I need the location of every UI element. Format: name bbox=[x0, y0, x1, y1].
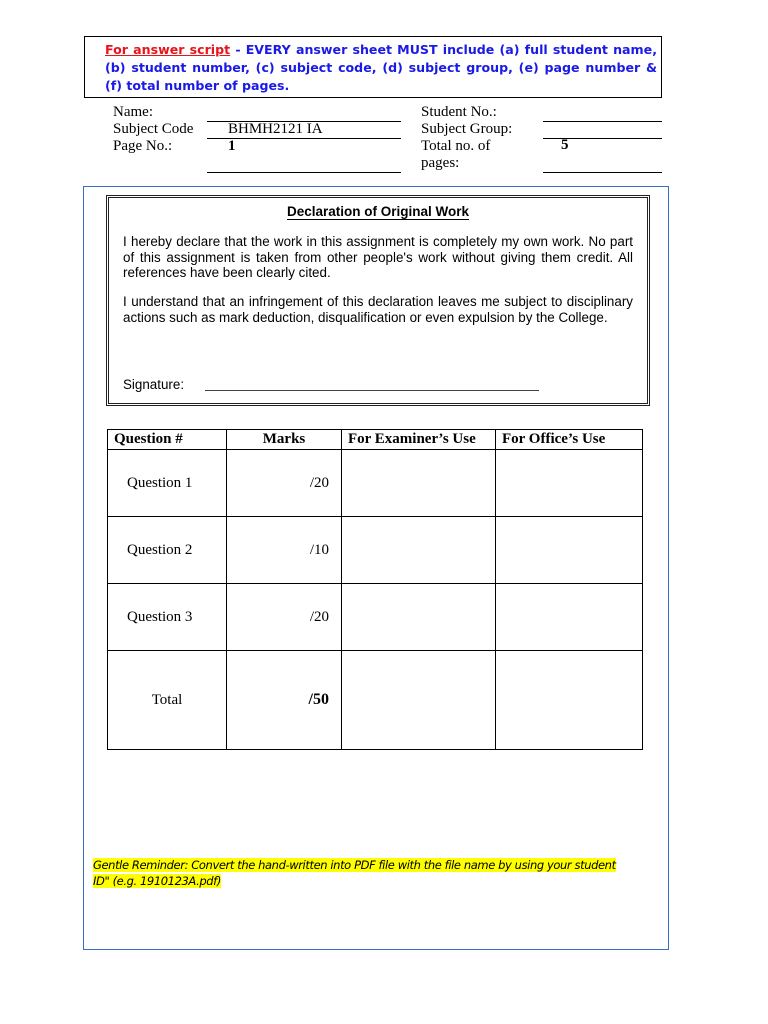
question-cell: Question 1 bbox=[108, 450, 227, 517]
total-label-cell: Total bbox=[108, 651, 227, 750]
office-cell[interactable] bbox=[496, 517, 643, 584]
reminder-line-1: Gentle Reminder: Convert the hand-written into PDF file with the file name by using your student bbox=[93, 858, 616, 872]
subject-group-label: Subject Group: bbox=[421, 121, 513, 137]
question-cell: Question 3 bbox=[108, 584, 227, 651]
declaration-paragraph-2: I understand that an infringement of this declaration leaves me subject to disciplinary actions such as mark deduction, disqualification or even expulsion by the College. bbox=[123, 294, 633, 325]
examiner-cell[interactable] bbox=[342, 584, 496, 651]
table-row bbox=[108, 584, 643, 651]
page-no-underline bbox=[207, 138, 401, 139]
marks-table bbox=[107, 429, 643, 750]
question-cell: Question 2 bbox=[108, 517, 227, 584]
instructions-body: - EVERY answer sheet MUST include (a) full student name, (b) student number, (c) subject code, (d) subject group, (e) page number & (f) total number of pages. bbox=[105, 42, 657, 93]
total-pages-label-2: pages: bbox=[421, 155, 460, 171]
gentle-reminder bbox=[93, 857, 633, 889]
page-no-label: Page No.: bbox=[113, 138, 173, 154]
total-pages-value: 5 bbox=[561, 137, 569, 153]
marks-cell: /20 bbox=[227, 584, 342, 651]
signature-label: Signature: bbox=[123, 377, 185, 392]
office-total-cell[interactable] bbox=[496, 651, 643, 750]
instructions-text bbox=[105, 41, 657, 95]
student-no-underline bbox=[543, 121, 662, 122]
page-no-value: 1 bbox=[228, 138, 236, 154]
total-marks-cell: /50 bbox=[227, 651, 342, 750]
subject-code-underline bbox=[207, 121, 401, 122]
signature-line[interactable] bbox=[205, 390, 539, 391]
reminder-line-2: ID" (e.g. 1910123A.pdf) bbox=[93, 874, 221, 888]
header-marks: Marks bbox=[227, 430, 342, 450]
declaration-box bbox=[106, 195, 650, 406]
header-office-use: For Office’s Use bbox=[496, 430, 643, 450]
student-no-label: Student No.: bbox=[421, 104, 497, 120]
instructions-box bbox=[84, 36, 662, 98]
page-no-bottom-line bbox=[207, 172, 401, 173]
table-row-total bbox=[108, 651, 643, 750]
table-row bbox=[108, 517, 643, 584]
marks-table-header bbox=[108, 430, 643, 450]
subject-code-label: Subject Code bbox=[113, 121, 194, 137]
office-cell[interactable] bbox=[496, 450, 643, 517]
instructions-lead: For answer script bbox=[105, 42, 231, 57]
name-label: Name: bbox=[113, 104, 153, 120]
subject-group-underline bbox=[543, 138, 662, 139]
subject-code-value: BHMH2121 IA bbox=[228, 121, 323, 137]
examiner-cell[interactable] bbox=[342, 517, 496, 584]
marks-cell: /20 bbox=[227, 450, 342, 517]
table-row bbox=[108, 450, 643, 517]
header-question: Question # bbox=[108, 430, 227, 450]
examiner-total-cell[interactable] bbox=[342, 651, 496, 750]
examiner-cell[interactable] bbox=[342, 450, 496, 517]
declaration-paragraph-1: I hereby declare that the work in this assignment is completely my own work. No part of this assignment is taken from other people's work without giving them credit. All references have been clearly cited. bbox=[123, 234, 633, 280]
total-pages-underline bbox=[543, 172, 662, 173]
declaration-title: Declaration of Original Work bbox=[286, 204, 470, 219]
header-examiner-use: For Examiner’s Use bbox=[342, 430, 496, 450]
total-pages-label: Total no. of bbox=[421, 138, 491, 154]
marks-cell: /10 bbox=[227, 517, 342, 584]
office-cell[interactable] bbox=[496, 584, 643, 651]
